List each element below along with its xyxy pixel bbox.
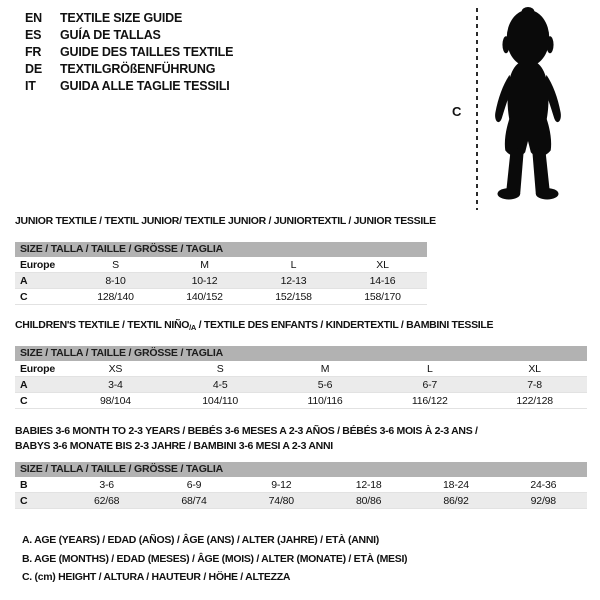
table-cell: S <box>168 361 273 377</box>
section-junior-textile <box>15 215 436 305</box>
language-title: TEXTILGRÖßENFÜHRUNG <box>60 61 216 76</box>
table-cell: 12-13 <box>249 273 338 289</box>
table-row <box>15 273 427 289</box>
table-cell: XL <box>482 361 587 377</box>
table-cell: 18-24 <box>412 477 499 493</box>
table-cell: C <box>15 289 71 305</box>
height-measure-label: C <box>452 104 462 119</box>
table-cell: S <box>71 257 160 273</box>
table-cell: A <box>15 273 71 289</box>
table-cell: 24-36 <box>500 477 587 493</box>
table-cell: L <box>249 257 338 273</box>
language-row <box>25 43 233 60</box>
language-code: FR <box>25 44 42 59</box>
table-row <box>15 377 587 393</box>
table-cell: 12-18 <box>325 477 412 493</box>
table-row <box>15 493 587 509</box>
table-cell: 6-7 <box>377 377 482 393</box>
language-row <box>25 77 233 94</box>
table-cell: A <box>15 377 63 393</box>
title-subscript: /A <box>189 323 197 332</box>
language-code: EN <box>25 10 42 25</box>
language-title-list <box>25 9 233 94</box>
footnote-a: A. AGE (YEARS) / EDAD (AÑOS) / ÂGE (ANS) / ALTER (JAHRE) / ETÀ (ANNI) <box>22 534 379 546</box>
table-cell: 116/122 <box>377 393 482 409</box>
table-cell: 3-6 <box>63 477 150 493</box>
table-cell: 68/74 <box>150 493 237 509</box>
table-cell: 6-9 <box>150 477 237 493</box>
size-table-babies <box>15 477 587 509</box>
table-cell: XS <box>63 361 168 377</box>
table-cell: 98/104 <box>63 393 168 409</box>
language-title: GUIDA ALLE TAGLIE TESSILI <box>60 78 230 93</box>
section-title-line1: BABIES 3-6 MONTH TO 2-3 YEARS / BEBÉS 3-6 MESES A 2-3 AÑOS / BÉBÉS 3-6 MOIS À 2-3 ANS / <box>15 425 478 437</box>
table-cell: 128/140 <box>71 289 160 305</box>
height-reference-dashed-line <box>476 8 478 210</box>
footnote-c: C. (cm) HEIGHT / ALTURA / HAUTEUR / HÖHE / ALTEZZA <box>22 571 291 583</box>
table-cell: M <box>160 257 249 273</box>
table-cell: 74/80 <box>238 493 325 509</box>
table-cell: 4-5 <box>168 377 273 393</box>
size-header-bar: SIZE / TALLA / TAILLE / GRÖSSE / TAGLIA <box>15 242 427 257</box>
language-code: IT <box>25 78 36 93</box>
table-cell: 62/68 <box>63 493 150 509</box>
table-cell: C <box>15 393 63 409</box>
language-title: GUÍA DE TALLAS <box>60 27 161 42</box>
table-cell: Europe <box>15 361 63 377</box>
table-row <box>15 361 587 377</box>
table-row <box>15 257 427 273</box>
table-cell: 140/152 <box>160 289 249 305</box>
table-cell: B <box>15 477 63 493</box>
footnote-legend <box>22 531 407 587</box>
size-header-bar: SIZE / TALLA / TAILLE / GRÖSSE / TAGLIA <box>15 462 587 477</box>
table-cell: 86/92 <box>412 493 499 509</box>
section-title: CHILDREN'S TEXTILE / TEXTIL NIÑO/A / TEXTILE DES ENFANTS / KINDERTEXTIL / BAMBINI TESSILE <box>15 319 494 332</box>
section-title: JUNIOR TEXTILE / TEXTIL JUNIOR/ TEXTILE JUNIOR / JUNIORTEXTIL / JUNIOR TESSILE <box>15 215 436 227</box>
table-cell: 152/158 <box>249 289 338 305</box>
table-cell: 92/98 <box>500 493 587 509</box>
size-table-children <box>15 361 587 409</box>
table-cell: Europe <box>15 257 71 273</box>
table-cell: 8-10 <box>71 273 160 289</box>
table-cell: 104/110 <box>168 393 273 409</box>
baby-silhouette-icon <box>484 7 572 207</box>
table-cell: 7-8 <box>482 377 587 393</box>
language-row <box>25 9 233 26</box>
section-title-line2: BABYS 3-6 MONATE BIS 2-3 JAHRE / BAMBINI 3-6 MESI A 2-3 ANNI <box>15 440 333 452</box>
language-title: GUIDE DES TAILLES TEXTILE <box>60 44 234 59</box>
table-cell: 110/116 <box>273 393 378 409</box>
table-cell: 122/128 <box>482 393 587 409</box>
footnote-b: B. AGE (MONTHS) / EDAD (MESES) / ÂGE (MOIS) / ALTER (MONATE) / ETÀ (MESI) <box>22 552 408 565</box>
table-cell: 158/170 <box>338 289 427 305</box>
language-title: TEXTILE SIZE GUIDE <box>60 10 183 25</box>
table-cell: 10-12 <box>160 273 249 289</box>
size-header-bar: SIZE / TALLA / TAILLE / GRÖSSE / TAGLIA <box>15 346 587 361</box>
size-table-junior <box>15 257 427 305</box>
table-row <box>15 289 427 305</box>
table-row <box>15 393 587 409</box>
table-cell: C <box>15 493 63 509</box>
table-cell: L <box>377 361 482 377</box>
table-cell: 80/86 <box>325 493 412 509</box>
table-row <box>15 477 587 493</box>
section-title <box>15 424 587 454</box>
language-row <box>25 60 233 77</box>
table-cell: XL <box>338 257 427 273</box>
section-childrens-textile <box>15 319 587 409</box>
language-row <box>25 26 233 43</box>
table-cell: 3-4 <box>63 377 168 393</box>
language-code: ES <box>25 27 42 42</box>
section-babies-textile <box>15 424 587 509</box>
table-cell: 9-12 <box>238 477 325 493</box>
table-cell: M <box>273 361 378 377</box>
language-code: DE <box>25 61 42 76</box>
table-cell: 5-6 <box>273 377 378 393</box>
table-cell: 14-16 <box>338 273 427 289</box>
